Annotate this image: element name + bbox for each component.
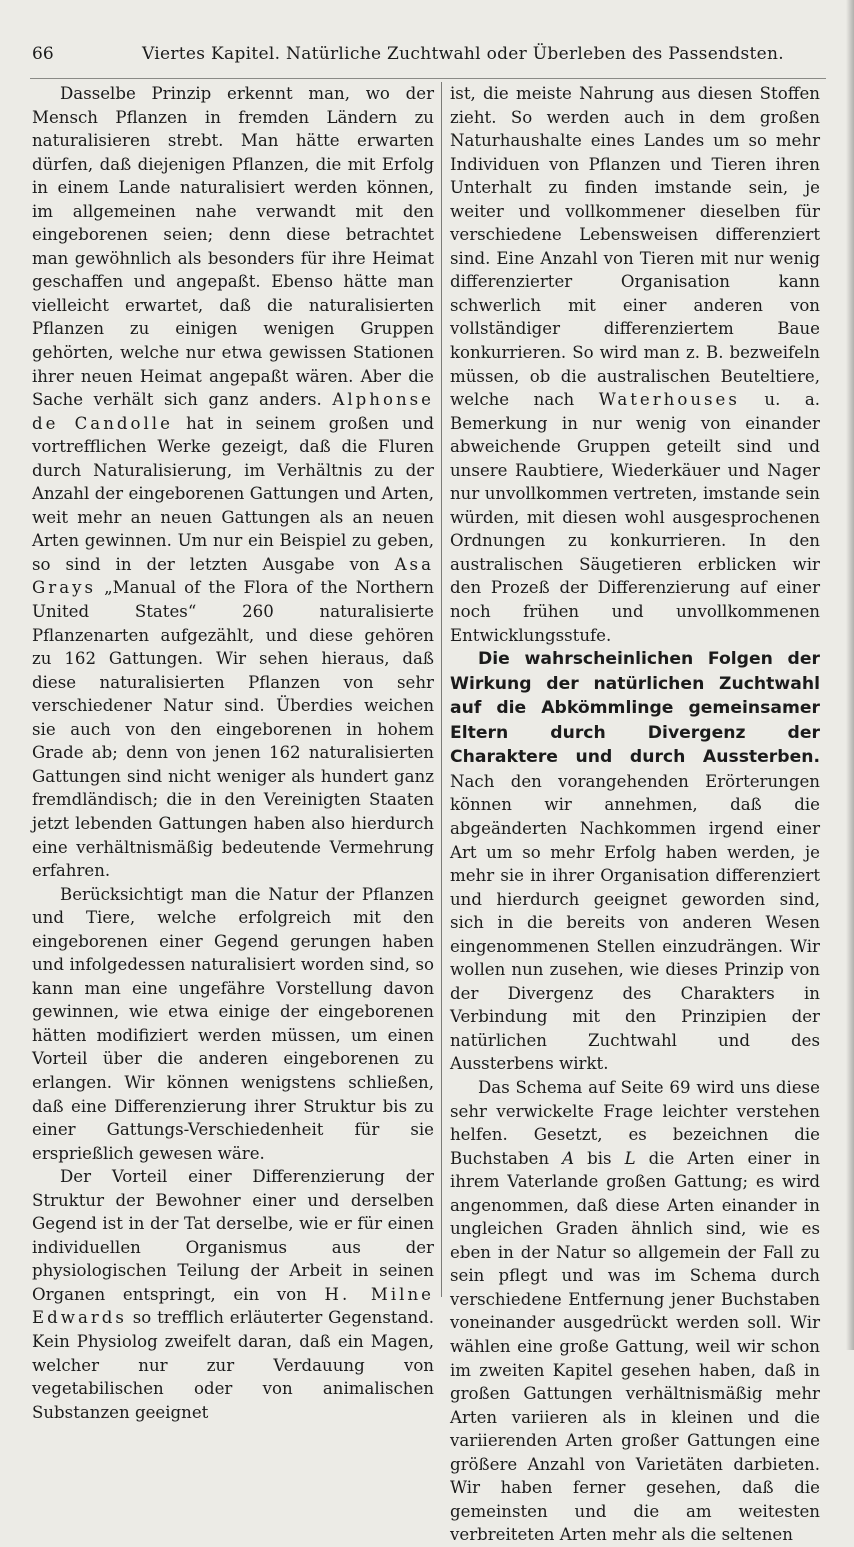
paragraph-text: so trefflich erläuterter Gegenstand. Kein Physiolog zweifelt daran, daß ein Magen, welcher nur zur Verdauung von vegetabilischen oder von animalischen Substanzen geeignet [32, 1308, 434, 1422]
paragraph [32, 82, 434, 883]
paragraph: Berücksichtigt man die Natur der Pflanzen und Tiere, welche erfolgreich mit den eingeborenen einer Gegend gerungen haben und infolgedessen naturalisiert worden sind, so kann man eine ungefähre Vorstellung davon gewinnen, wie etwa einige der eingeborenen hätten modifiziert werden müssen, um einen Vorteil über die anderen eingeborenen zu erlangen. Wir können wenigstens schließen, daß eine Differenzierung ihrer Struktur bis zu einer Gattungs-Verschiedenheit für sie ersprießlich gewesen wäre. [32, 884, 434, 1163]
left-column [32, 82, 434, 1424]
letter-label: A [562, 1148, 575, 1168]
paragraph-text: u. a. Bemerkung in nur wenig von einander abweichende Gruppen geteilt sind und unsere Raubtiere, Wiederkäuer und Nager nur unvollkommen vertreten, imstande sein würden, mit diesen wohl ausgesprochenen Ordnungen zu konkurrieren. In den australischen Säugetieren erblicken wir den Prozeß der Differenzierung auf einer noch frühen und unvollkommenen Entwicklungsstufe. [450, 390, 821, 645]
letter-label: L [624, 1148, 636, 1168]
paragraph [450, 647, 820, 1076]
paragraph-text: „Manual of the Flora of the Northern United States“ 260 naturalisierte Pflanzenarten aufgezählt, und diese gehören zu 162 Gattungen. Wir sehen hieraus, daß diese naturalisierten Pflanzen von sehr verschiedener Natur sind. Überdies weichen sie auch von den eingeborenen in hohem Grade ab; denn von jenen 162 naturalisierten Gattungen sind nicht weniger als hundert ganz fremdländisch; die in den Vereinigten Staaten jetzt lebenden Gattungen haben also hierdurch eine verhältnismäßig bedeutende Vermehrung erfahren. [32, 578, 434, 881]
paragraph [32, 1165, 434, 1424]
paragraph-text: hat in seinem großen und vortrefflichen Werke gezeigt, daß die Fluren durch Naturalisierung, im Verhältnis zu der Anzahl der eingeborenen Gattungen und Arten, weit mehr an neuen Gattungen als an neuen Arten gewinnen. Um nur ein Beispiel zu geben, so sind in der letzten Ausgabe von [32, 413, 435, 574]
author-name: H. Milne Edwards [32, 1284, 434, 1328]
page-edge-shadow [846, 0, 854, 1350]
paragraph [450, 82, 820, 647]
page-number: 66 [32, 44, 54, 64]
paragraph-text: Nach den vorangehenden Erörterungen können wir annehmen, daß die abgeänderten Nachkommen irgend einer Art um so mehr Erfolg haben werden, je mehr sie in ihrer Organisation differenziert und hierdurch geeignet geworden sind, sich in die bereits von anderen Wesen eingenommenen Stellen einzudrängen. Wir wollen nun zusehen, wie dieses Prinzip von der Divergenz des Charakters in Verbindung mit den Prinzipien der natürlichen Zuchtwahl und des Aussterbens wirkt. [450, 771, 820, 1074]
paragraph-text: Das Schema auf Seite 69 wird uns diese sehr verwickelte Frage leichter verstehen helfen. Gesetzt, es bezeichnen die Buchstaben [450, 1077, 820, 1168]
page-header [32, 44, 822, 70]
header-rule [30, 78, 826, 79]
author-name: Alphonse de Candolle [32, 390, 434, 433]
author-name: Waterhouses [598, 390, 740, 410]
running-head: Viertes Kapitel. Natürliche Zuchtwahl oder Überleben des Passendsten. [142, 44, 784, 64]
section-heading: Die wahrscheinlichen Folgen der Wirkung der natürlichen Zuchtwahl auf die Abkömmlinge gemeinsamer Eltern durch Divergenz der Charaktere und durch Aussterben. [450, 649, 820, 768]
paragraph-text: bis [587, 1148, 612, 1168]
author-name: Asa Grays [32, 554, 434, 598]
paragraph [450, 1076, 820, 1547]
right-column [450, 82, 820, 1547]
paragraph-text: die Arten einer in ihrem Vaterlande großen Gattung; es wird angenommen, daß diese Arten einander in ungleichen Graden ähnlich sind, wie es eben in der Natur so allgemein der Fall zu sein pflegt und was im Schema durch verschiedene Entfernung jener Buchstaben voneinander ausgedrückt werden soll. Wir wählen eine große Gattung, weil wir schon im zweiten Kapitel gesehen haben, daß in großen Gattungen verhältnismäßig mehr Arten variieren als in kleinen und die variierenden Arten großer Gattungen eine größere Anzahl von Varietäten darbieten. Wir haben ferner gesehen, daß die gemeinsten und die am weitesten verbreiteten Arten mehr als die seltenen [450, 1148, 821, 1545]
column-divider [441, 82, 442, 1297]
paragraph-text: Dasselbe Prinzip erkennt man, wo der Mensch Pflanzen in fremden Ländern zu naturalisieren strebt. Man hätte erwarten dürfen, daß diejenigen Pflanzen, die mit Erfolg in einem Lande naturalisiert werden können, im allgemeinen nahe verwandt mit den eingeborenen seien; denn diese betrachtet man gewöhnlich als besonders für ihre Heimat geschaffen und angepaßt. Ebenso hätte man vielleicht erwartet, daß die naturalisierten Pflanzen zu einigen wenigen Gruppen gehörten, welche nur etwa gewissen Stationen ihrer neuen Heimat angepaßt wären. Aber die Sache verhält sich ganz anders. [32, 84, 434, 410]
paragraph-text: ist, die meiste Nahrung aus diesen Stoffen zieht. So werden auch in dem großen Naturhaushalte eines Landes um so mehr Individuen von Pflanzen und Tieren ihren Unterhalt zu finden imstande sein, je weiter und vollkommener dieselben für verschiedene Lebensweisen differenziert sind. Eine Anzahl von Tieren mit nur wenig differenzierter Organisation kann schwerlich mit einer anderen von vollständiger differenziertem Baue konkurrieren. So wird man z. B. bezweifeln müssen, ob die australischen Beuteltiere, welche nach [450, 84, 820, 410]
paragraph-text: Der Vorteil einer Differenzierung der Struktur der Bewohner einer und derselben Gegend ist in der Tat derselbe, wie er für einen individuellen Organismus aus der physiologischen Teilung der Arbeit in seinen Organen entspringt, ein von [32, 1167, 434, 1304]
